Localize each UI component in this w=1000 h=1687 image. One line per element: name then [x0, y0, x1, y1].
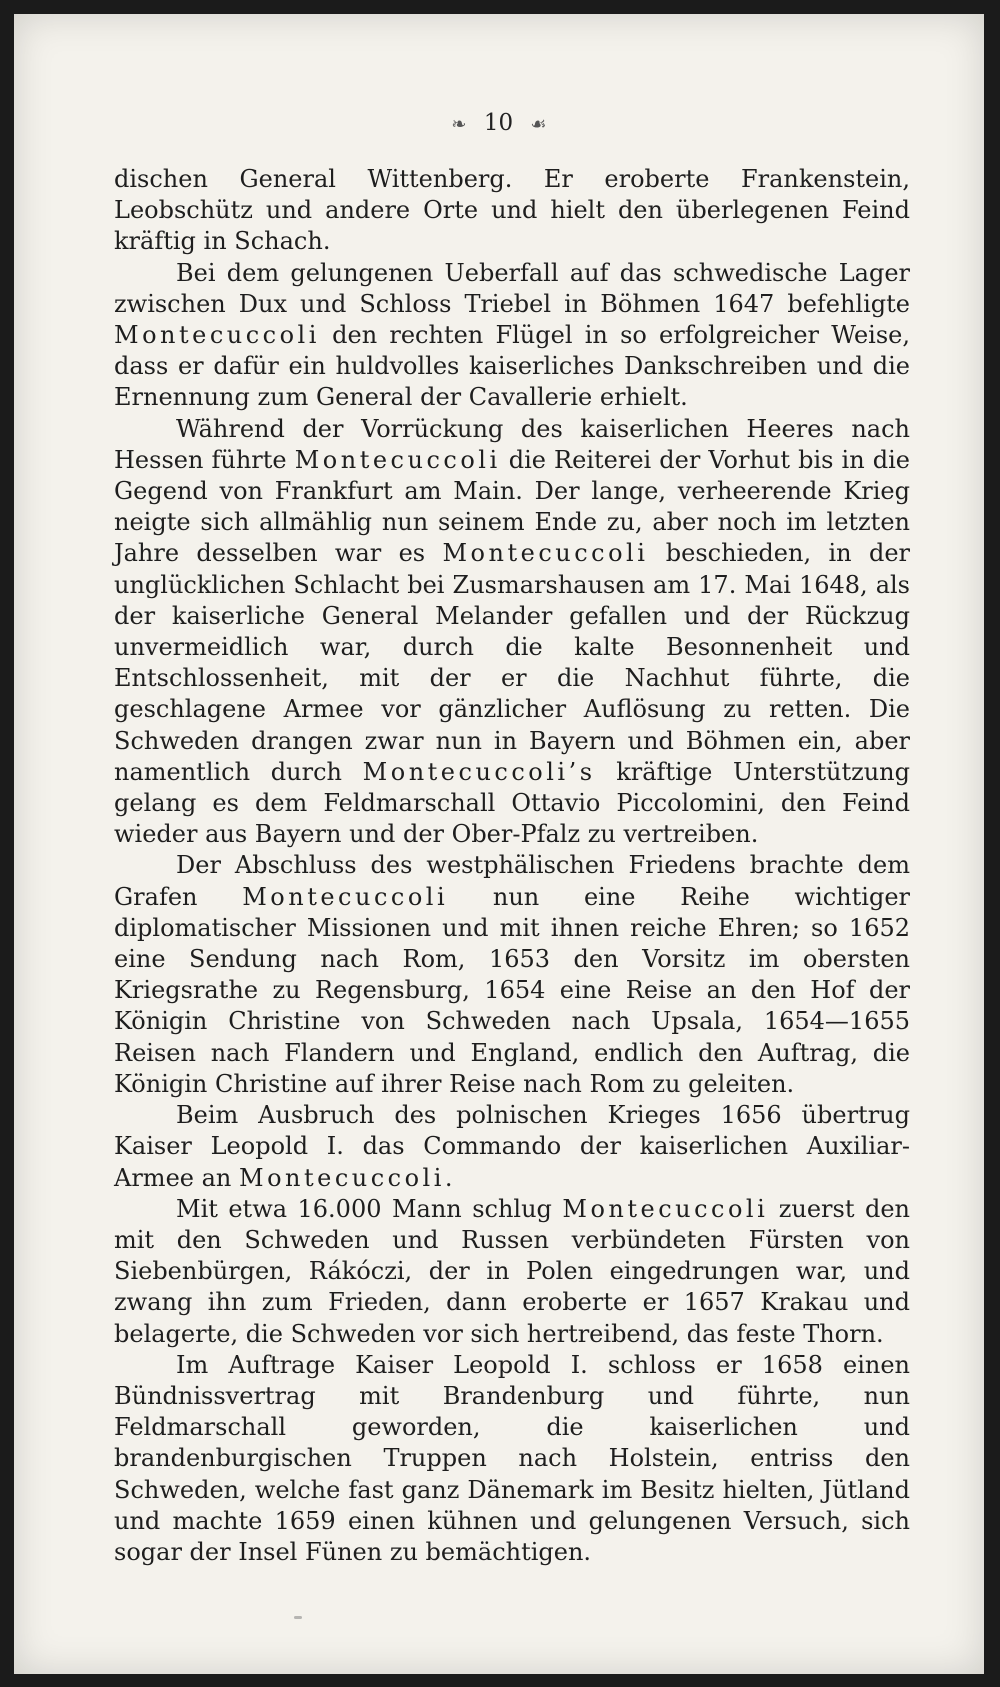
text-run: Während der Vorrückung des kaiserlichen Heeres nach Hessen führte	[114, 414, 910, 474]
page-number: 10	[483, 110, 514, 136]
text-run: dischen General Wittenberg. Er eroberte Frankenstein, Leobschütz und andere Orte und hielt den überlegenen Feind kräftig in Schach.	[114, 165, 910, 256]
spaced-name: Montecuccoli	[294, 445, 501, 474]
text-run: Der Abschluss des westphälischen Friedens brachte dem Grafen	[114, 851, 910, 911]
paragraph	[114, 414, 910, 851]
text-run: beschieden, in der unglücklichen Schlacht bei Zusmarshausen am 17. Mai 1648, als der kaiserliche General Melander gefallen und der Rückzug unvermeidlich war, durch die kalte Besonnenheit und Entschlossenheit, mit der er die Nachhut führte, die geschlagene Armee vor gänzlicher Auflösung zu retten. Die Schweden drangen zwar nun in Bayern und Böhmen ein, aber namentlich durch	[114, 539, 910, 786]
page-header	[14, 110, 984, 136]
paragraph	[114, 258, 910, 414]
paragraph	[114, 1194, 910, 1350]
text-run: den rechten Flügel in so erfolgreicher Weise, dass er dafür ein huldvolles kaiserliches Dankschreiben und die Ernennung zum General der Cavallerie erhielt.	[114, 321, 910, 412]
ornament-right-icon: ☙	[530, 114, 547, 135]
paragraph	[114, 1100, 910, 1194]
spaced-name: Montecuccoli	[239, 1163, 445, 1192]
spaced-name: Montecuccoli	[114, 321, 320, 350]
spaced-name: Montecuccoli’s	[362, 757, 596, 786]
text-run: nun eine Reihe wichtiger diplomatischer Missionen und mit ihnen reiche Ehren; so 1652 eine Sendung nach Rom, 1653 den Vorsitz im obersten Kriegsrathe zu Regensburg, 1654 eine Reise an den Hof der Königin Christine von Schweden nach Upsala, 1654—1655 Reisen nach Flandern und England, endlich den Auftrag, die Königin Christine auf ihrer Reise nach Rom zu geleiten.	[114, 882, 911, 1098]
spaced-name: Montecuccoli	[442, 539, 649, 568]
text-run: .	[444, 1163, 453, 1192]
body-text	[114, 164, 910, 1568]
paragraph	[114, 164, 910, 258]
text-run: die Reiterei der Vorhut bis in die Gegend von Frankfurt am Main. Der lange, verheerende Krieg neigte sich allmählig nun seinem Ende zu, aber noch im letzten Jahre desselben war es	[114, 445, 910, 568]
text-run: Im Auftrage Kaiser Leopold I. schloss er 1658 einen Bündnissvertrag mit Brandenburg und führte, nun Feldmarschall geworden, die kaiserlichen und brandenburgischen Truppen nach Holstein, entriss den Schweden, welche fast ganz Dänemark im Besitz hielten, Jütland und machte 1659 einen kühnen und gelungenen Versuch, sich sogar der Insel Fünen zu bemächtigen.	[114, 1350, 910, 1566]
text-run: Bei dem gelungenen Ueberfall auf das schwedische Lager zwischen Dux und Schloss Triebel in Böhmen 1647 befehligte	[114, 258, 910, 318]
ink-speck	[294, 1616, 302, 1619]
book-page	[14, 14, 984, 1674]
text-run: Mit etwa 16.000 Mann schlug	[176, 1194, 563, 1223]
spaced-name: Montecuccoli	[562, 1194, 769, 1223]
text-run: kräftige Unterstützung gelang es dem Feldmarschall Ottavio Piccolomini, den Feind wieder aus Bayern und der Ober-Pfalz zu vertreiben.	[114, 757, 911, 849]
paragraph	[114, 850, 910, 1100]
ornament-left-icon: ❧	[451, 114, 467, 135]
spaced-name: Montecuccoli	[242, 882, 449, 911]
paragraph	[114, 1350, 910, 1568]
text-run: zuerst den mit den Schweden und Russen verbündeten Fürsten von Siebenbürgen, Rákóczi, der in Polen eingedrungen war, und zwang ihn zum Frieden, dann eroberte er 1657 Krakau und belagerte, die Schweden vor sich hertreibend, das feste Thorn.	[114, 1194, 910, 1348]
text-run: Beim Ausbruch des polnischen Krieges 1656 übertrug Kaiser Leopold I. das Commando der kaiserlichen Auxiliar-Armee an	[114, 1101, 910, 1192]
